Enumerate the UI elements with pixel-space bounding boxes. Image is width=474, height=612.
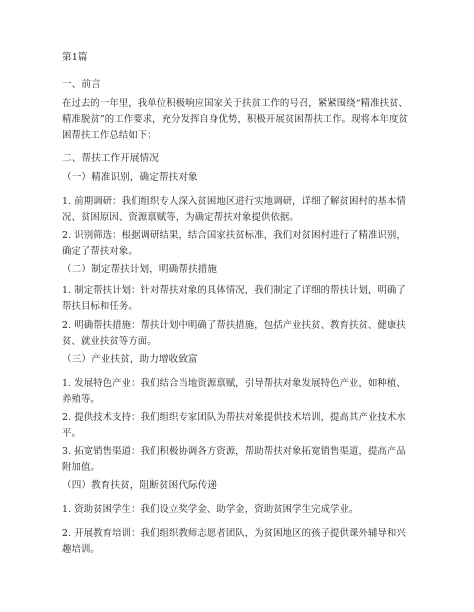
paragraph-3-3: 3. 拓宽销售渠道：我们积极协调各方资源，帮助帮扶对象拓宽销售渠道，提高产品附加值。 [62,446,406,473]
paragraph-3-1: 1. 发展特色产业：我们结合当地资源禀赋，引导帮扶对象发展特色产业，如种植、养殖等。 [62,378,406,405]
paragraph-4-1: 1. 资助贫困学生：我们设立奖学金、助学金，资助贫困学生完成学业。 [62,504,359,515]
paragraph-4-2: 2. 开展教育培训：我们组织教师志愿者团队，为贫困地区的孩子提供课外辅导和兴趣培训。 [62,528,406,555]
paragraph-1-2: 2. 识别筛选：根据调研结果，结合国家扶贫标准，我们对贫困村进行了精准识别，确定了帮扶对象。 [62,230,406,257]
paragraph-2-1: 1. 制定帮扶计划：针对帮扶对象的具体情况，我们制定了详细的帮扶计划，明确了帮扶目标和任务。 [62,285,406,312]
subsection-heading-1: （一）精准识别，确定帮扶对象 [62,172,198,183]
page-label: 第1篇 [62,52,88,63]
subsection-heading-4: （四）教育扶贫，阻断贫困代际传递 [62,480,218,491]
subsection-heading-2: （二）制定帮扶计划，明确帮扶措施 [62,264,218,275]
paragraph-3-2: 2. 提供技术支持：我们组织专家团队为帮扶对象提供技术培训，提高其产业技术水平。 [62,412,406,439]
subsection-heading-3: （三）产业扶贫，助力增收致富 [62,354,198,365]
section-heading-work: 二、帮扶工作开展情况 [62,153,159,164]
paragraph-1-1: 1. 前期调研：我们组织专人深入贫困地区进行实地调研，详细了解贫困村的基本情况、贫困原因、资源禀赋等，为确定帮扶对象提供依据。 [62,196,406,223]
paragraph-intro: 在过去的一年里，我单位积极响应国家关于扶贫工作的号召，紧紧围绕“精准扶贫、精准脱贫”的工作要求，充分发挥自身优势，积极开展贫困帮扶工作。现将本年度贫困帮扶工作总结如下： [62,98,408,141]
section-heading-preface: 一、前言 [62,79,101,90]
paragraph-2-2: 2. 明确帮扶措施：帮扶计划中明确了帮扶措施，包括产业扶贫、教育扶贫、健康扶贫、就业扶贫等方面。 [62,320,406,347]
